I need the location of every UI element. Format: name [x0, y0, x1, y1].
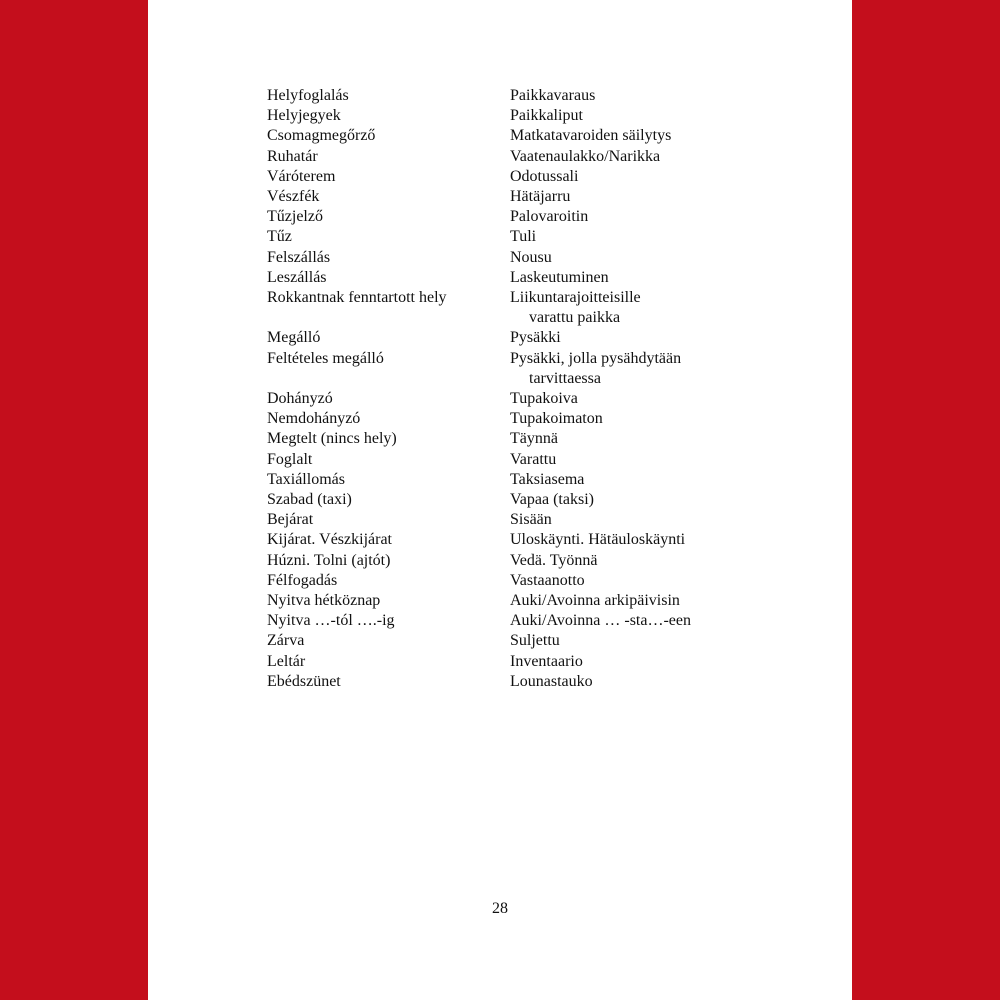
glossary-row [267, 551, 787, 571]
finnish-translation-line: Nousu [510, 248, 552, 266]
book-page [148, 0, 852, 1000]
finnish-translation-line: Vastaanotto [510, 571, 585, 589]
finnish-translation-line: Odotussali [510, 167, 579, 185]
finnish-translation-line: Uloskäynti. Hätäuloskäynti [510, 531, 686, 549]
hungarian-term: Zárva [267, 632, 305, 650]
page-number: 28 [492, 900, 508, 917]
glossary-row [267, 86, 787, 106]
hungarian-term: Tűz [267, 228, 292, 246]
finnish-translation-continuation: varattu paikka [529, 309, 621, 327]
finnish-translation [510, 450, 787, 470]
hungarian-term: Helyfoglalás [267, 87, 349, 104]
finnish-translation-line: Sisään [510, 511, 552, 529]
hungarian-term: Ruhatár [267, 147, 318, 165]
finnish-translation-line: Paikkaliput [510, 107, 583, 125]
glossary-row [267, 409, 787, 429]
hungarian-term: Csomagmegőrző [267, 127, 376, 145]
finnish-translation [510, 591, 787, 611]
glossary-row [267, 510, 787, 530]
hungarian-term: Váróterem [267, 167, 336, 185]
finnish-translation-line: Laskeutuminen [510, 268, 609, 286]
finnish-translation-line: Lounastauko [510, 672, 593, 690]
finnish-translation [510, 672, 787, 692]
finnish-translation [510, 207, 787, 227]
hungarian-term: Megtelt (nincs hely) [267, 430, 397, 448]
finnish-translation [510, 389, 787, 409]
finnish-translation [510, 510, 787, 530]
finnish-translation [510, 429, 787, 449]
glossary-row [267, 268, 787, 288]
finnish-translation [510, 328, 787, 348]
glossary-row [267, 429, 787, 449]
finnish-translation-line: Vapaa (taksi) [510, 491, 594, 509]
finnish-translation [510, 530, 787, 550]
hungarian-term: Taxiállomás [267, 470, 345, 488]
finnish-translation-line: Taksiasema [510, 470, 585, 488]
hungarian-term: Nyitva hétköznap [267, 592, 381, 610]
glossary-row [267, 187, 787, 207]
finnish-translation-line: Pysäkki [510, 329, 561, 347]
finnish-translation [510, 86, 787, 106]
hungarian-term: Szabad (taxi) [267, 491, 352, 509]
glossary-row [267, 349, 787, 389]
finnish-translation-line: Tupakoiva [510, 390, 578, 408]
finnish-translation [510, 631, 787, 651]
hungarian-term: Félfogadás [267, 571, 338, 589]
glossary-row [267, 611, 787, 631]
glossary-row [267, 490, 787, 510]
glossary-row [267, 167, 787, 187]
finnish-translation [510, 652, 787, 672]
finnish-translation-line: Matkatavaroiden säilytys [510, 127, 672, 145]
finnish-translation-line: Auki/Avoinna … -sta…-een [510, 612, 691, 630]
hungarian-term: Felszállás [267, 248, 331, 266]
glossary-row [267, 530, 787, 550]
glossary-row [267, 571, 787, 591]
finnish-translation [510, 167, 787, 187]
hungarian-term: Megálló [267, 329, 321, 347]
hungarian-term: Helyjegyek [267, 107, 341, 125]
hungarian-term: Rokkantnak fenntartott hely [267, 289, 447, 307]
finnish-translation [510, 147, 787, 167]
finnish-translation [510, 126, 787, 146]
finnish-translation [510, 227, 787, 247]
glossary-row [267, 652, 787, 672]
finnish-translation [510, 611, 787, 631]
hungarian-term: Ebédszünet [267, 672, 341, 690]
finnish-translation-line: Vedä. Työnnä [510, 551, 598, 569]
glossary-row [267, 450, 787, 470]
hungarian-term: Kijárat. Vészkijárat [267, 531, 392, 549]
hungarian-term: Leltár [267, 652, 306, 670]
glossary-row [267, 106, 787, 126]
glossary-row [267, 591, 787, 611]
finnish-translation [510, 409, 787, 429]
finnish-translation-line: Hätäjarru [510, 188, 571, 206]
finnish-translation-line: Tupakoimaton [510, 410, 603, 428]
finnish-translation-line: Täynnä [510, 430, 558, 448]
finnish-translation [510, 551, 787, 571]
finnish-translation-line: Inventaario [510, 652, 583, 670]
glossary-row [267, 207, 787, 227]
glossary-row [267, 470, 787, 490]
glossary-row [267, 328, 787, 348]
glossary-row [267, 672, 787, 692]
finnish-translation [510, 490, 787, 510]
hungarian-term: Húzni. Tolni (ajtót) [267, 551, 391, 569]
finnish-translation [510, 571, 787, 591]
hungarian-term: Vészfék [267, 188, 320, 206]
finnish-translation-line: Pysäkki, jolla pysähdytään [510, 349, 682, 367]
hungarian-term: Nemdohányzó [267, 410, 361, 428]
finnish-translation-continuation: tarvittaessa [529, 369, 601, 387]
hungarian-term: Bejárat [267, 511, 314, 529]
hungarian-term: Dohányzó [267, 390, 333, 408]
finnish-translation [510, 248, 787, 268]
glossary-list [267, 86, 787, 692]
finnish-translation [510, 349, 787, 389]
finnish-translation-line: Tuli [510, 228, 537, 246]
finnish-translation-line: Palovaroitin [510, 208, 589, 226]
glossary-row [267, 288, 787, 328]
finnish-translation [510, 187, 787, 207]
finnish-translation [510, 288, 787, 328]
glossary-row [267, 147, 787, 167]
finnish-translation-line: Suljettu [510, 632, 560, 650]
glossary-row [267, 248, 787, 268]
hungarian-term: Nyitva …-tól ….-ig [267, 612, 395, 630]
glossary-row [267, 631, 787, 651]
finnish-translation [510, 106, 787, 126]
finnish-translation [510, 268, 787, 288]
hungarian-term: Tűzjelző [267, 208, 323, 226]
finnish-translation-line: Liikuntarajoitteisille [510, 289, 641, 307]
glossary-row [267, 227, 787, 247]
finnish-translation-line: Varattu [510, 450, 557, 468]
glossary-row [267, 389, 787, 409]
glossary-row [267, 126, 787, 146]
finnish-translation-line: Paikkavaraus [510, 87, 596, 104]
hungarian-term: Leszállás [267, 268, 327, 286]
finnish-translation [510, 470, 787, 490]
hungarian-term: Foglalt [267, 450, 313, 468]
finnish-translation-line: Auki/Avoinna arkipäivisin [510, 592, 680, 610]
finnish-translation-line: Vaatenaulakko/Narikka [510, 147, 661, 165]
hungarian-term: Feltételes megálló [267, 349, 384, 367]
